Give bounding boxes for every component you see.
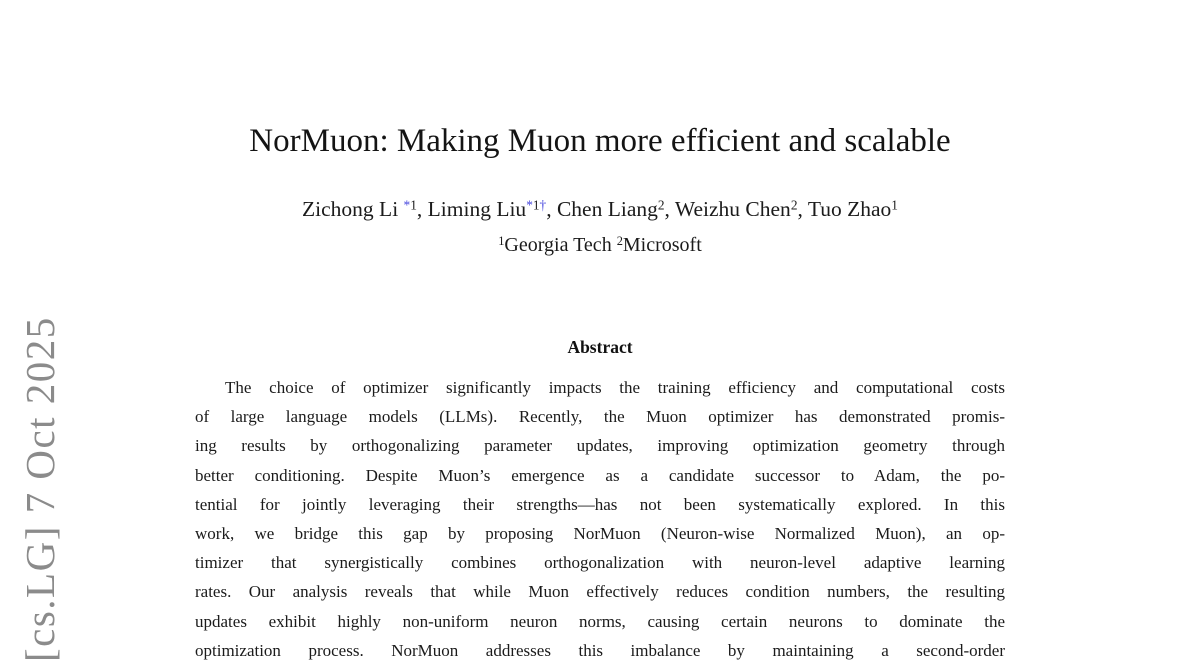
arxiv-watermark: [cs.LG] 7 Oct 2025: [17, 316, 63, 662]
author-separator: ,: [546, 197, 557, 221]
abstract-paragraph: [195, 373, 1005, 665]
author-name: Zichong Li: [302, 197, 404, 221]
abstract-line: better conditioning. Despite Muon’s emergence as a candidate successor to Adam, the po-: [195, 465, 1005, 485]
abstract-line: updates exhibit highly non-uniform neuron norms, causing certain neurons to dominate the: [195, 611, 1005, 631]
abstract-line: rates. Our analysis reveals that while Muon effectively reduces condition numbers, the resulting: [195, 582, 1005, 602]
abstract-line: work, we bridge this gap by proposing NorMuon (Neuron-wise Normalized Muon), an op-: [195, 524, 1005, 544]
paper-title: NorMuon: Making Muon more efficient and scalable: [249, 123, 951, 159]
author-superscript: *: [526, 197, 533, 213]
author-name: Weizhu Chen: [674, 197, 791, 221]
abstract-line: tential for jointly leveraging their strengths—has not been systematically explored. In this: [195, 494, 1005, 514]
affiliation-superscript: 1: [498, 234, 505, 248]
author-name: Tuo Zhao: [807, 197, 892, 221]
author-superscript: †: [539, 197, 547, 213]
affiliation-name: Georgia Tech: [504, 234, 617, 257]
author-separator: ,: [664, 197, 675, 221]
abstract-line: The choice of optimizer significantly impacts the training efficiency and computational costs: [225, 378, 1005, 397]
author-line: [0, 197, 1200, 222]
affiliation-name: Microsoft: [622, 234, 702, 257]
affiliation-superscript: 2: [616, 234, 623, 248]
author-superscript: 1: [532, 197, 540, 213]
abstract-heading: Abstract: [567, 337, 633, 357]
abstract-line: ing results by orthogonalizing parameter updates, improving optimization geometry through: [195, 436, 1005, 456]
abstract-line: timizer that synergistically combines orthogonalization with neuron-level adaptive learning: [195, 553, 1005, 573]
author-superscript: 1: [410, 197, 417, 213]
author-superscript: 1: [891, 197, 898, 213]
author-separator: ,: [416, 197, 428, 221]
abstract-line: optimization process. NorMuon addresses this imbalance by maintaining a second-order: [195, 640, 1005, 660]
author-superscript: *: [403, 197, 411, 213]
author-separator: ,: [797, 197, 808, 221]
author-name: Liming Liu: [427, 197, 527, 221]
author-superscript: 2: [790, 197, 798, 213]
author-superscript: 2: [657, 197, 665, 213]
author-name: Chen Liang: [556, 197, 658, 221]
abstract-line: of large language models (LLMs). Recently, the Muon optimizer has demonstrated promis-: [195, 407, 1005, 427]
affiliation-line: [0, 234, 1200, 257]
